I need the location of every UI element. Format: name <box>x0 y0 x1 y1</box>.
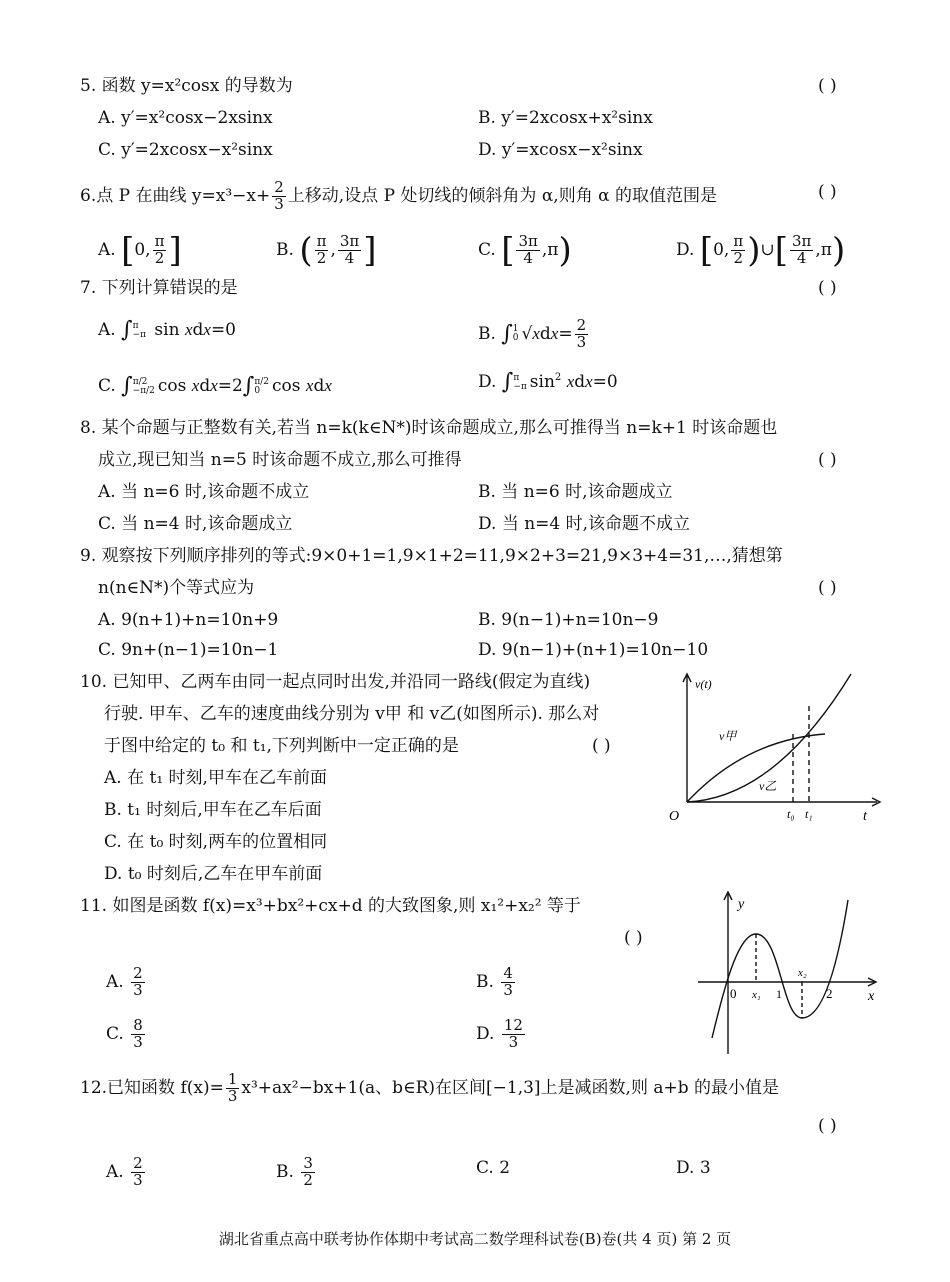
graph-x-label: t <box>863 809 867 824</box>
x1-label: x₁ <box>752 989 761 1001</box>
q8-answer-paren: ( ) <box>818 450 837 470</box>
q6-number: 6. <box>80 185 97 206</box>
q7-option-b: B. ∫ 1 0 √xdx= $\frac{2}{3}$ <box>478 316 587 351</box>
q12-stem-post: x³+ax²−bx+1(a、b∈R)在区间[−1,3]上是减函数,则 a+b 的最小值是 <box>241 1077 780 1098</box>
q11-stem-line1: 11. 如图是函数 f(x)=x³+bx²+cx+d 的大致图象,则 x₁²+x₂² 等于 <box>80 896 581 916</box>
two-label: 2 <box>826 986 833 1001</box>
v-jia-curve <box>687 734 825 802</box>
q6-option-c: C. [ $\frac{3\pi}{4}$ ,π) <box>478 230 572 271</box>
q10-option-c: C. 在 t₀ 时刻,两车的位置相同 <box>104 832 328 852</box>
q6-option-a: A. [0, $\frac{\pi}{2}$ ] <box>98 230 182 271</box>
graph-y-label: v(t) <box>695 677 712 691</box>
q6-stem-pre: 点 P 在曲线 y=x³−x+ <box>96 185 271 206</box>
graph-origin: 0 <box>730 986 737 1001</box>
q5-answer-paren: ( ) <box>818 76 837 96</box>
q12-option-c: C. 2 <box>476 1158 511 1178</box>
q7-answer-paren: ( ) <box>818 278 837 298</box>
q9-option-c: C. 9n+(n−1)=10n−1 <box>98 640 279 660</box>
q8-option-c: C. 当 n=4 时,该命题成立 <box>98 514 293 534</box>
q5-stem: 5. 函数 y=x²cosx 的导数为 <box>80 76 293 96</box>
q12-option-b: B. $\frac{3}{2}$ <box>276 1154 313 1189</box>
q8-option-a: A. 当 n=6 时,该命题不成立 <box>98 482 310 502</box>
q11-option-c: C. $\frac{8}{3}$ <box>106 1016 143 1051</box>
q11-option-a: A. $\frac{2}{3}$ <box>106 964 143 999</box>
q12-number: 12. <box>80 1077 108 1098</box>
q9-option-b: B. 9(n−1)+n=10n−9 <box>478 610 659 630</box>
q9-stem-line2: n(n∈N*)个等式应为 <box>98 578 255 598</box>
q6-option-b: B. ( $\frac{\pi}{2}$ , $\frac{3\pi}{4}$ ] <box>276 230 377 271</box>
one-label: 1 <box>776 987 782 1001</box>
q10-option-b: B. t₁ 时刻后,甲车在乙车后面 <box>104 800 322 820</box>
q9-option-a: A. 9(n+1)+n=10n+9 <box>98 610 279 630</box>
q11-option-b: B. $\frac{4}{3}$ <box>476 964 513 999</box>
q12-fraction: $\frac{1}{3}$ <box>227 1070 238 1105</box>
q8-stem-line2: 成立,现已知当 n=5 时该命题不成立,那么可推得 <box>98 450 462 470</box>
q7-option-d: D. ∫ π −π $\sin^2 xdx=0$ <box>478 369 618 395</box>
q8-stem-line1: 8. 某个命题与正整数有关,若当 n=k(k∈N*)时该命题成立,那么可推得当 n=k+1 时该命题也 <box>80 418 778 438</box>
page-footer: 湖北省重点高中联考协作体期中考试高二数学理科试卷(B)卷(共 4 页) 第 2 页 <box>218 1230 732 1248</box>
graph-x-label: x <box>868 989 875 1004</box>
q12-option-a: A. $\frac{2}{3}$ <box>106 1154 143 1189</box>
q10-stem-line2: 行驶. 甲车、乙车的速度曲线分别为 v甲 和 v乙(如图所示). 那么对 <box>104 704 600 724</box>
q10-stem-line1: 10. 已知甲、乙两车由同一起点同时出发,并沿同一路线(假定为直线) <box>80 672 591 692</box>
q7-option-a: A. ∫ π −π sin xdx=0 <box>98 317 236 343</box>
q9-stem-line1: 9. 观察按下列顺序排列的等式:9×0+1=1,9×1+2=11,9×2+3=21,9×3+4=31,…,猜想第 <box>80 546 783 566</box>
q6-answer-paren: ( ) <box>818 182 837 202</box>
q6-option-d: D. [0, $\frac{\pi}{2}$ )∪[ $\frac{3\pi}{4}$ ,π) <box>676 230 846 271</box>
q5-option-d: D. y′=xcosx−x²sinx <box>478 140 643 160</box>
q8-option-d: D. 当 n=4 时,该命题不成立 <box>478 514 691 534</box>
q5-option-b: B. y′=2xcosx+x²sinx <box>478 108 653 128</box>
q12-answer-paren: ( ) <box>818 1116 837 1136</box>
graph-origin: O <box>669 809 680 824</box>
q5-option-a: A. y′=x²cosx−2xsinx <box>98 108 273 128</box>
cubic-curve <box>712 900 848 1038</box>
q7-option-c: C. ∫ π/2 −π/2 cos xdx=2∫ π/2 0 cos xdx <box>98 373 332 399</box>
v-yi-label: v乙 <box>759 779 777 793</box>
q8-option-b: B. 当 n=6 时,该命题成立 <box>478 482 673 502</box>
q12-stem <box>80 1072 779 1105</box>
q7-stem: 7. 下列计算错误的是 <box>80 278 238 298</box>
q12-stem-pre: 已知函数 f(x)= <box>107 1077 224 1098</box>
t0-label: t₀ <box>787 807 795 821</box>
q11-answer-paren: ( ) <box>624 928 643 948</box>
q11-option-d: D. $\frac{12}{3}$ <box>476 1016 523 1051</box>
q6-stem <box>80 180 717 213</box>
q5-option-c: C. y′=2xcosx−x²sinx <box>98 140 273 160</box>
q10-option-a: A. 在 t₁ 时刻,甲车在乙车前面 <box>104 768 327 788</box>
x2-label: x₂ <box>798 967 807 979</box>
q10-answer-paren: ( ) <box>592 736 611 756</box>
q11-function-graph <box>694 888 884 1058</box>
q12-option-d: D. 3 <box>676 1158 711 1178</box>
q9-answer-paren: ( ) <box>818 578 837 598</box>
v-jia-label: v甲 <box>719 729 737 743</box>
q10-stem-line3: 于图中给定的 t₀ 和 t₁,下列判断中一定正确的是 <box>104 736 459 756</box>
q10-option-d: D. t₀ 时刻后,乙车在甲车前面 <box>104 864 323 884</box>
graph-y-label: y <box>738 897 745 912</box>
q6-stem-post: 上移动,设点 P 处切线的倾斜角为 α,则角 α 的取值范围是 <box>287 185 717 206</box>
q9-option-d: D. 9(n−1)+(n+1)=10n−10 <box>478 640 709 660</box>
q10-velocity-graph <box>655 668 885 828</box>
q6-fraction: $\frac{2}{3}$ <box>274 178 284 213</box>
t1-label: t₁ <box>805 807 813 821</box>
